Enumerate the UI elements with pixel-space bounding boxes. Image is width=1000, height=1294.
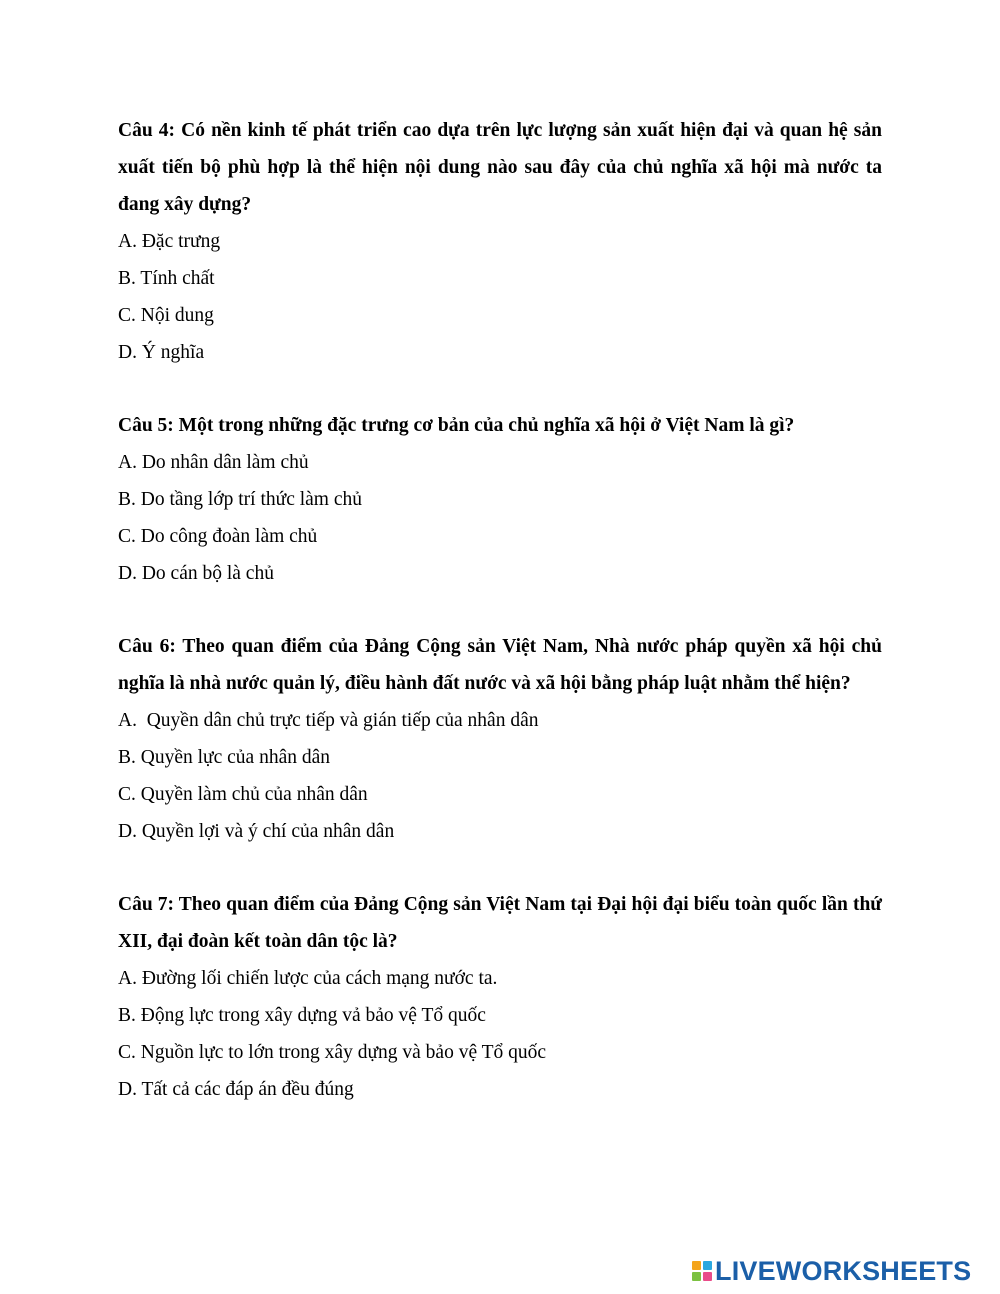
liveworksheets-logo — [692, 1254, 971, 1288]
option-b[interactable]: B. Quyền lực của nhân dân — [118, 747, 331, 768]
question-7 — [118, 886, 882, 1108]
option-d[interactable]: D. Quyền lợi và ý chí của nhân dân — [118, 821, 395, 842]
option-b[interactable]: B. Tính chất — [118, 268, 215, 289]
liveworksheets-logo-icon — [692, 1261, 712, 1281]
option-a[interactable]: A. Do nhân dân làm chủ — [118, 452, 309, 473]
option-b[interactable]: B. Động lực trong xây dựng vả bảo vệ Tổ quốc — [118, 1005, 486, 1026]
question-4 — [118, 112, 882, 371]
option-c[interactable]: C. Nguồn lực to lớn trong xây dựng và bảo vệ Tổ quốc — [118, 1042, 547, 1063]
question-text: Câu 7: Theo quan điểm của Đảng Cộng sản Việt Nam tại Đại hội đại biểu toàn quốc lần thứ XII, đại đoàn kết toàn dân tộc là? — [118, 894, 882, 952]
option-c[interactable]: C. Quyền làm chủ của nhân dân — [118, 784, 368, 805]
option-c[interactable]: C. Nội dung — [118, 305, 214, 326]
option-d[interactable]: D. Ý nghĩa — [118, 342, 205, 363]
option-a[interactable]: A. Đặc trưng — [118, 231, 221, 252]
question-text: Câu 4: Có nền kinh tế phát triển cao dựa trên lực lượng sản xuất hiện đại và quan hệ sản xuất tiến bộ phù hợp là thể hiện nội dung nào sau đây của chủ nghĩa xã hội mà nước ta đang xây dựng? — [118, 120, 882, 215]
logo-text: LIVEWORKSHEETS — [715, 1256, 972, 1286]
option-a[interactable]: A. Đường lối chiến lược của cách mạng nước ta. — [118, 968, 498, 989]
question-text: Câu 5: Một trong những đặc trưng cơ bản của chủ nghĩa xã hội ở Việt Nam là gì? — [118, 415, 795, 436]
question-5 — [118, 407, 882, 592]
option-d[interactable]: D. Do cán bộ là chủ — [118, 563, 274, 584]
option-a[interactable]: A. Quyền dân chủ trực tiếp và gián tiếp của nhân dân — [118, 710, 539, 731]
option-d[interactable]: D. Tất cả các đáp án đều đúng — [118, 1079, 354, 1100]
question-6 — [118, 628, 882, 850]
question-text: Câu 6: Theo quan điểm của Đảng Cộng sản Việt Nam, Nhà nước pháp quyền xã hội chủ nghĩa là nhà nước quản lý, điều hành đất nước và xã hội bằng pháp luật nhằm thể hiện? — [118, 636, 882, 694]
option-c[interactable]: C. Do công đoàn làm chủ — [118, 526, 318, 547]
worksheet-page — [118, 112, 882, 1108]
option-b[interactable]: B. Do tầng lớp trí thức làm chủ — [118, 489, 363, 510]
